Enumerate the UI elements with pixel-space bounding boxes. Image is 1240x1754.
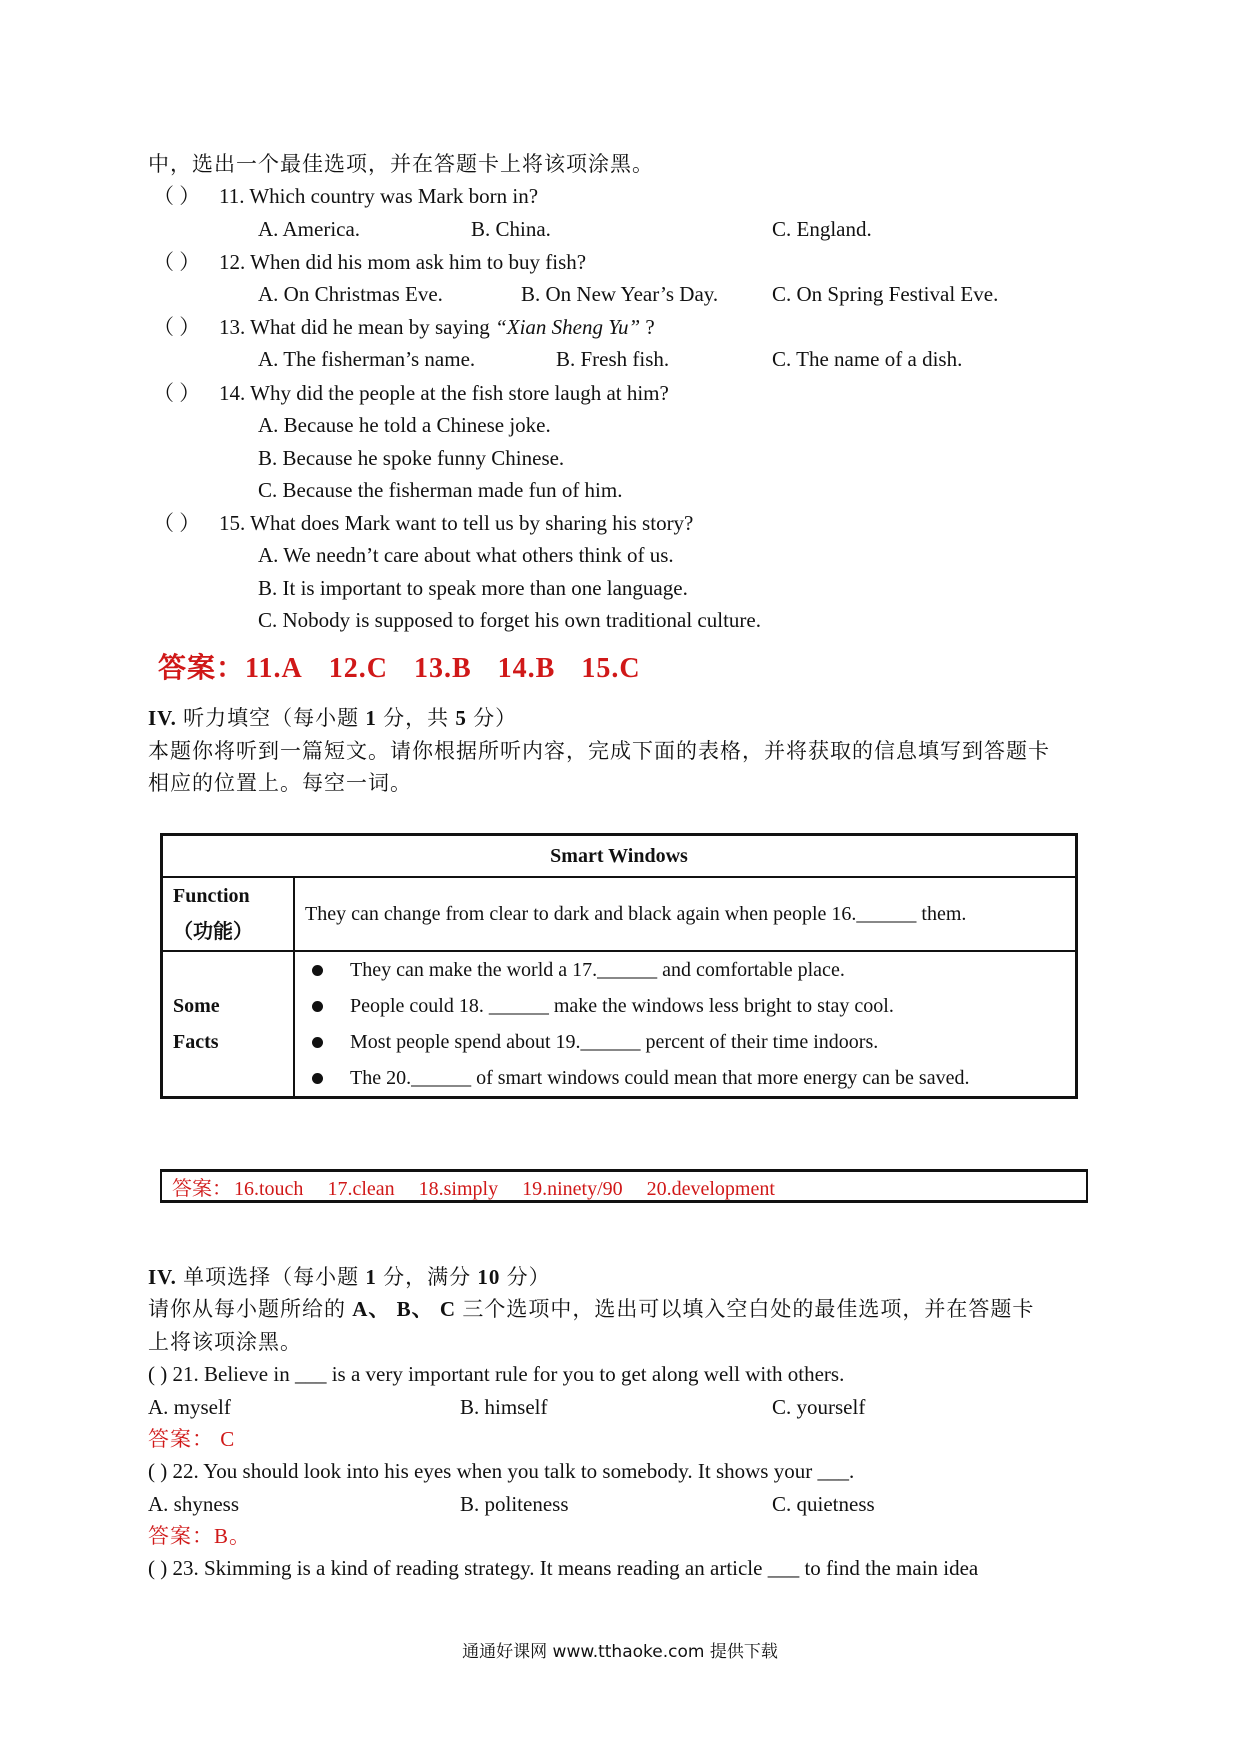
- option-a: A. shyness: [148, 1492, 240, 1516]
- smart-windows-table: [160, 833, 1078, 1099]
- option-c: C. Nobody is supposed to forget his own traditional culture.: [258, 608, 761, 632]
- question-21-options: [0, 1394, 1240, 1420]
- points-per-item: 1: [365, 1265, 377, 1289]
- answer-item: 18.simply: [418, 1178, 499, 1200]
- function-label-cn: （功能）: [173, 921, 253, 943]
- question-stem: 14. Why did the people at the fish store laugh at him?: [219, 381, 669, 405]
- answer-item: 13.B: [413, 653, 472, 684]
- option-a: A. myself: [148, 1395, 231, 1419]
- section-title-part: 分）: [466, 706, 518, 730]
- total-points: 10: [477, 1265, 501, 1289]
- answer-item: 12.C: [328, 653, 388, 684]
- question-14: [153, 380, 669, 406]
- fact-item: [305, 1060, 1065, 1096]
- table-title: Smart Windows: [162, 835, 1077, 878]
- section-title-part: 分，满分: [376, 1265, 478, 1289]
- bullet-icon: [312, 1001, 323, 1012]
- section-instructions: 相应的位置上。每空一词。: [148, 771, 412, 795]
- answer-paren: （ ）: [153, 315, 201, 339]
- fact-item: [305, 988, 1065, 1024]
- option-c: C. quietness: [772, 1492, 875, 1516]
- bullet-icon: [312, 965, 323, 976]
- intro-line: 中，选出一个最佳选项，并在答题卡上将该项涂黑。: [148, 152, 654, 176]
- section-number: IV.: [148, 1265, 177, 1289]
- question-stem: 15. What does Mark want to tell us by sharing his story?: [219, 511, 694, 535]
- function-label-cell: [162, 877, 295, 951]
- answer-item: 20.development: [646, 1178, 775, 1200]
- option-b: B. China.: [471, 217, 551, 241]
- option-a: A. On Christmas Eve.: [258, 282, 443, 306]
- question-11: [153, 183, 538, 209]
- answer-paren: （ ）: [153, 184, 201, 208]
- function-sentence: They can change from clear to dark and black again when people 16.______ them.: [305, 903, 967, 925]
- facts-label: Facts: [173, 1031, 219, 1053]
- question-stem: 11. Which country was Mark born in?: [219, 184, 539, 208]
- answer-item: 11.A: [245, 653, 303, 684]
- question-stem-end: ?: [640, 315, 655, 339]
- fact-text: People could 18. ______ make the windows less bright to stay cool.: [350, 995, 894, 1017]
- question-22: ( ) 22. You should look into his eyes when you talk to somebody. It shows your ___.: [148, 1459, 855, 1483]
- option-b: B. On New Year’s Day.: [521, 282, 719, 306]
- option-letters: A、 B、 C: [352, 1297, 457, 1321]
- instruction-text: 请你从每小题所给的: [148, 1297, 353, 1321]
- question-stem: 12. When did his mom ask him to buy fish?: [219, 250, 587, 274]
- function-text: [294, 877, 1077, 951]
- answer-label: 答案：: [172, 1178, 232, 1200]
- fact-item: [305, 1024, 1065, 1060]
- section-number: IV.: [148, 706, 177, 730]
- page-footer: 通通好课网 www.tthaoke.com 提供下载: [462, 1642, 778, 1662]
- answer-paren: （ ）: [153, 511, 201, 535]
- answer-paren: （ ）: [153, 381, 201, 405]
- section-title-part: 分）: [500, 1265, 551, 1289]
- answer-item: 19.ninety/90: [522, 1178, 623, 1200]
- option-a: A. America.: [258, 217, 361, 241]
- option-c: C. Because the fisherman made fun of him.: [258, 478, 623, 502]
- points-per-item: 1: [365, 706, 377, 730]
- answer-21: 答案： C: [148, 1427, 236, 1451]
- facts-label: Some: [173, 995, 220, 1017]
- option-a: A. The fisherman’s name.: [258, 347, 476, 371]
- fact-item: [305, 952, 1065, 988]
- option-c: C. England.: [772, 217, 872, 241]
- option-b: B. Because he spoke funny Chinese.: [258, 446, 565, 470]
- bullet-icon: [312, 1073, 323, 1084]
- question-21: ( ) 21. Believe in ___ is a very important rule for you to get along well with others.: [148, 1362, 845, 1386]
- section-instructions: 本题你将听到一篇短文。请你根据所听内容，完成下面的表格，并将获取的信息填写到答题卡: [148, 739, 1050, 763]
- answer-label: 答案：: [158, 653, 246, 684]
- answer-item: 15.C: [581, 653, 641, 684]
- section-title-part: 分，共: [376, 706, 456, 730]
- question-13: [153, 314, 655, 340]
- option-c: C. yourself: [772, 1395, 866, 1419]
- option-a: A. Because he told a Chinese joke.: [258, 413, 551, 437]
- section-title-part: 单项选择（每小题: [176, 1265, 366, 1289]
- option-b: B. himself: [460, 1395, 548, 1419]
- answer-paren: （ ）: [153, 250, 201, 274]
- section-instructions: 上将该项涂黑。: [148, 1330, 302, 1354]
- fact-text: The 20.______ of smart windows could mean that more energy can be saved.: [350, 1067, 970, 1089]
- answer-key-11-15: [158, 652, 641, 686]
- answer-key-16-20: [160, 1169, 1088, 1203]
- question-22-options: [0, 1491, 1240, 1517]
- question-11-options: [0, 216, 1240, 242]
- question-12: [153, 249, 586, 275]
- option-c: C. On Spring Festival Eve.: [772, 282, 999, 306]
- fact-text: They can make the world a 17.______ and comfortable place.: [350, 959, 845, 981]
- section-title-part: 听力填空（每小题: [176, 706, 366, 730]
- option-b: B. Fresh fish.: [556, 347, 670, 371]
- section-heading-fill: [148, 705, 517, 731]
- fact-text: Most people spend about 19.______ percent of their time indoors.: [350, 1031, 879, 1053]
- question-23: ( ) 23. Skimming is a kind of reading strategy. It means reading an article ___ to find the main idea: [148, 1556, 979, 1580]
- option-a: A. We needn’t care about what others think of us.: [258, 543, 674, 567]
- question-stem: 13. What did he mean by saying: [219, 315, 496, 339]
- answer-item: 14.B: [497, 653, 556, 684]
- bullet-icon: [312, 1037, 323, 1048]
- facts-cell: [294, 951, 1077, 1098]
- section-heading-choice: [148, 1264, 551, 1290]
- question-15: [153, 510, 693, 536]
- question-13-options: [0, 346, 1240, 372]
- question-12-options: [0, 281, 1240, 307]
- function-label: Function: [173, 885, 250, 907]
- facts-label-cell: [162, 951, 295, 1098]
- answer-item: 16.touch: [234, 1178, 304, 1200]
- total-points: 5: [455, 706, 467, 730]
- option-b: B. politeness: [460, 1492, 569, 1516]
- option-b: B. It is important to speak more than one language.: [258, 576, 688, 600]
- option-c: C. The name of a dish.: [772, 347, 963, 371]
- instruction-text: 三个选项中，选出可以填入空白处的最佳选项，并在答题卡: [456, 1297, 1035, 1321]
- answer-22: 答案：B。: [148, 1524, 252, 1548]
- answer-item: 17.clean: [327, 1178, 395, 1200]
- section-instructions: [148, 1296, 1034, 1322]
- quoted-phrase: “Xian Sheng Yu”: [495, 315, 641, 339]
